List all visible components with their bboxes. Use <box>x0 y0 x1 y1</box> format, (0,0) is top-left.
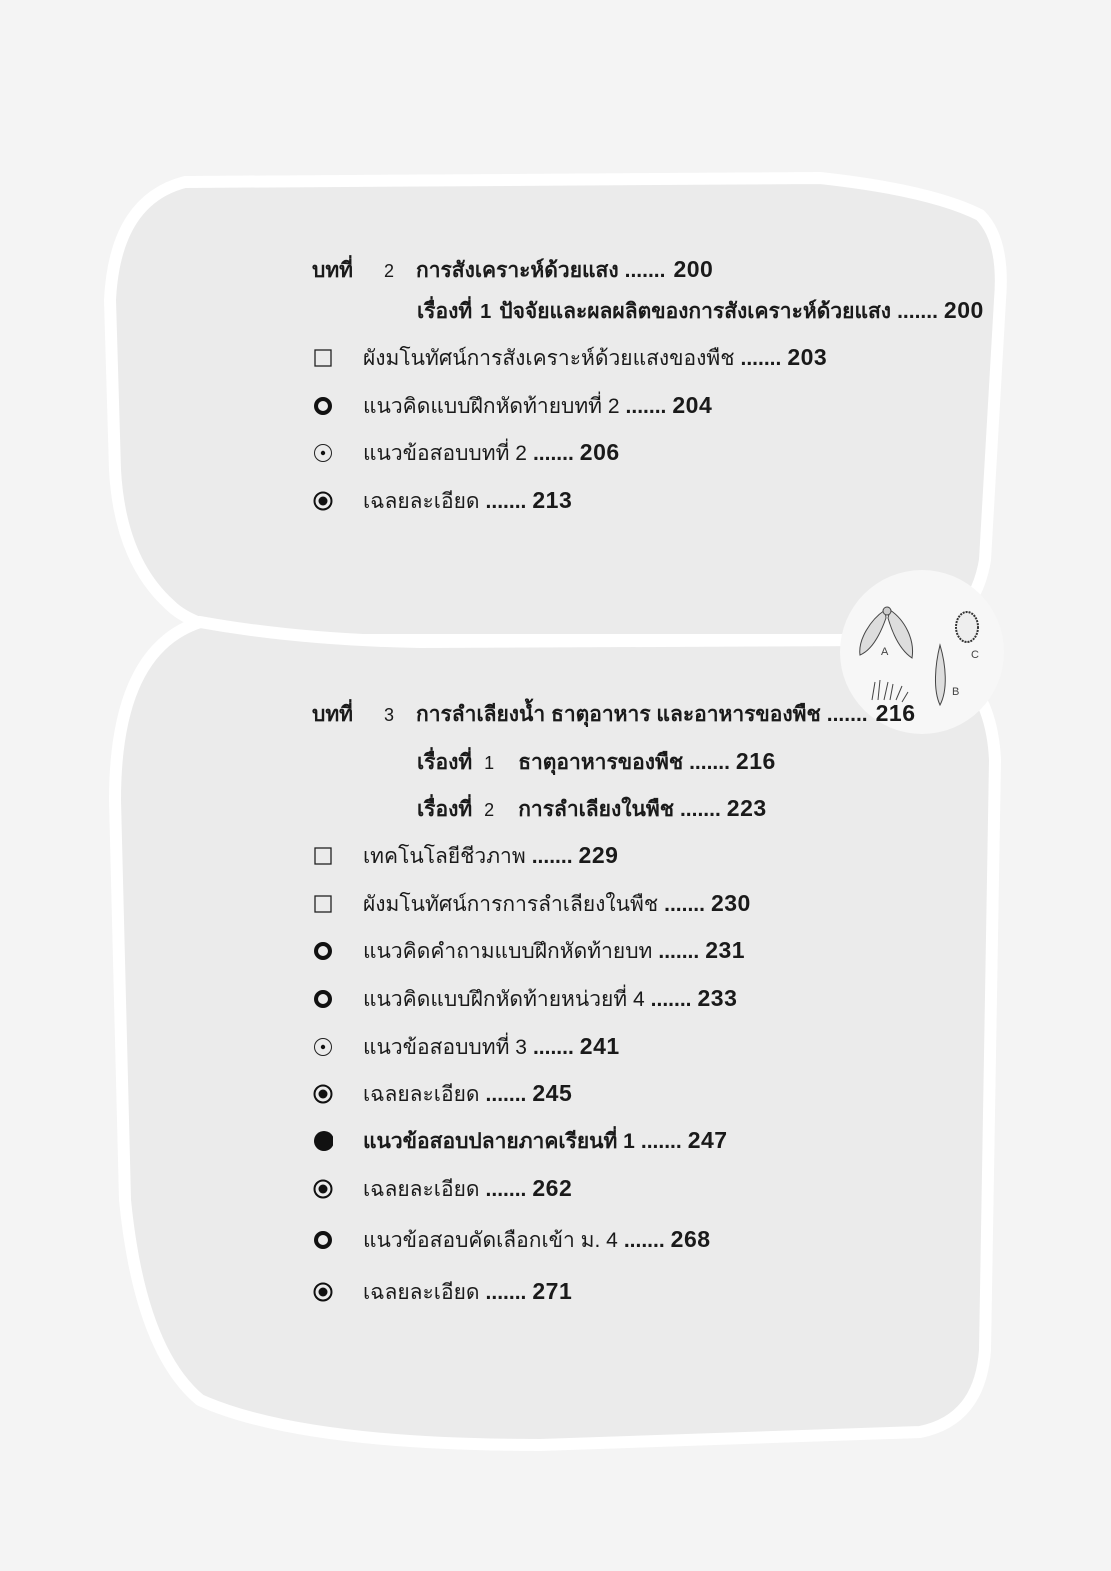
leader-dots: ....... <box>532 1035 574 1059</box>
leader-dots: ....... <box>485 1280 527 1304</box>
page-number: 230 <box>710 889 751 916</box>
leader-dots: ....... <box>658 939 700 963</box>
item-title: เทคโนโลยีชีวภาพ <box>363 844 526 868</box>
topic-title: การลำเลียงในพืช <box>518 797 674 821</box>
leader-dots: ....... <box>640 1129 682 1153</box>
page-number: 200 <box>673 255 714 282</box>
page-number: 216 <box>875 699 916 726</box>
item-title: เฉลยละเอียด <box>363 489 480 513</box>
leader-dots: ....... <box>485 1082 527 1106</box>
bullseye-icon <box>313 1282 333 1302</box>
chapter-title: การลำเลียงน้ำ ธาตุอาหาร และอาหารของพืช <box>416 702 821 726</box>
topic-number: 1 <box>480 300 492 323</box>
page-number: 241 <box>579 1032 620 1059</box>
bullseye-icon <box>313 1179 333 1199</box>
page-number: 262 <box>532 1174 573 1201</box>
ring-icon <box>313 941 333 961</box>
topic-label: เรื่องที่ <box>417 750 473 774</box>
dot-circle-thin-icon <box>313 443 333 463</box>
page-number: 216 <box>735 747 776 774</box>
item-title: แนวข้อสอบบทที่ 3 <box>363 1035 527 1059</box>
topic-line <box>417 793 767 826</box>
toc-item-text <box>363 390 712 423</box>
filled-circle-icon <box>313 1131 333 1151</box>
leader-dots: ....... <box>624 258 666 282</box>
page-number: 206 <box>579 438 620 465</box>
topic-label: เรื่องที่ <box>417 299 473 323</box>
topic-title: ธาตุอาหารของพืช <box>518 750 684 774</box>
leader-dots: ....... <box>532 441 574 465</box>
illustration-label-c: C <box>971 649 979 661</box>
leader-dots: ....... <box>625 394 667 418</box>
square-icon <box>313 846 333 866</box>
bullseye-icon <box>313 1084 333 1104</box>
page-number: 271 <box>532 1277 573 1304</box>
leader-dots: ....... <box>897 299 938 323</box>
toc-item-text <box>363 1173 572 1206</box>
leader-dots: ....... <box>689 750 730 774</box>
page-number: 213 <box>532 486 573 513</box>
chapter-number: 3 <box>384 704 395 725</box>
item-title: เฉลยละเอียด <box>363 1280 480 1304</box>
item-title: แนวข้อสอบปลายภาคเรียนที่ 1 <box>363 1129 635 1153</box>
leader-dots: ....... <box>679 797 721 821</box>
page-number: 231 <box>705 936 746 963</box>
toc-item-text <box>363 1224 711 1257</box>
chapter-number: 2 <box>384 260 395 281</box>
topic-number: 1 <box>484 752 495 773</box>
ring-icon <box>313 1230 333 1250</box>
topic-line <box>417 746 776 779</box>
toc-item-text <box>363 437 620 470</box>
toc-item-text <box>363 1078 572 1111</box>
toc-item-text <box>363 1125 728 1158</box>
item-title: ผังมโนทัศน์การการลำเลียงในพืช <box>363 892 659 916</box>
page-number: 203 <box>787 343 828 370</box>
chapter-entry <box>312 254 713 287</box>
leader-dots: ....... <box>664 892 705 916</box>
page-number: 223 <box>726 794 767 821</box>
item-title: แนวข้อสอบคัดเลือกเข้า ม. 4 <box>363 1228 618 1252</box>
leader-dots: ....... <box>826 702 868 726</box>
chapter-label: บทที่ <box>312 258 354 282</box>
item-title: แนวคิดคำถามแบบฝึกหัดท้ายบท <box>363 939 653 963</box>
topic-number: 2 <box>484 799 495 820</box>
item-title: แนวคิดแบบฝึกหัดท้ายบทที่ 2 <box>363 394 620 418</box>
page-number: 245 <box>532 1079 573 1106</box>
chapter-label: บทที่ <box>312 702 354 726</box>
illustration-label-a: A <box>881 646 889 658</box>
toc-item-text <box>363 983 737 1016</box>
toc-item-text <box>363 485 572 518</box>
ring-icon <box>313 396 333 416</box>
toc-item-text <box>363 342 827 375</box>
toc-item-text <box>363 1276 572 1309</box>
illustration-label-b: B <box>952 686 960 698</box>
chapter-entry <box>312 698 915 731</box>
toc-item-text <box>363 935 745 968</box>
topic-title: ปัจจัยและผลผลิตของการสังเคราะห์ด้วยแสง <box>499 299 892 323</box>
item-title: แนวข้อสอบบทที่ 2 <box>363 441 527 465</box>
leader-dots: ....... <box>485 1177 527 1201</box>
dot-circle-thin-icon <box>313 1037 333 1057</box>
item-title: แนวคิดแบบฝึกหัดท้ายหน่วยที่ 4 <box>363 987 645 1011</box>
leader-dots: ....... <box>740 346 782 370</box>
leader-dots: ....... <box>485 489 527 513</box>
toc-item-text <box>363 1031 620 1064</box>
square-icon <box>313 348 333 368</box>
square-icon <box>313 894 333 914</box>
topic-line <box>417 295 984 328</box>
item-title: เฉลยละเอียด <box>363 1082 480 1106</box>
page-number: 247 <box>687 1126 728 1153</box>
leader-dots: ....... <box>623 1228 665 1252</box>
bullseye-icon <box>313 491 333 511</box>
leader-dots: ....... <box>531 844 573 868</box>
toc-item-text <box>363 888 751 921</box>
page-number: 233 <box>697 984 738 1011</box>
chapter-title: การสังเคราะห์ด้วยแสง <box>416 258 619 282</box>
page-number: 204 <box>672 391 713 418</box>
toc-item-text <box>363 840 618 873</box>
ring-icon <box>313 989 333 1009</box>
item-title: ผังมโนทัศน์การสังเคราะห์ด้วยแสงของพืช <box>363 346 735 370</box>
page-number: 268 <box>670 1225 711 1252</box>
topic-label: เรื่องที่ <box>417 797 473 821</box>
page-number: 200 <box>943 296 984 323</box>
item-title: เฉลยละเอียด <box>363 1177 480 1201</box>
page-number: 229 <box>578 841 619 868</box>
leader-dots: ....... <box>650 987 692 1011</box>
